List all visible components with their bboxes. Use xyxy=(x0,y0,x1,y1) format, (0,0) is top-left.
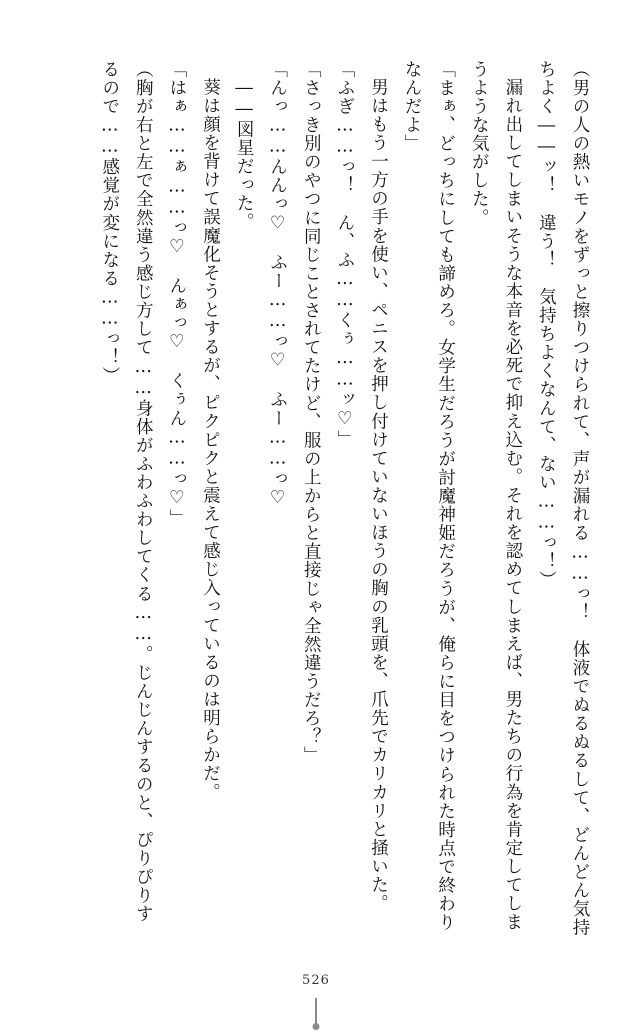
paragraph: 葵は顔を背けて誤魔化そうとするが、ピクピクと震えて感じ入っているのは明らかだ。 xyxy=(200,77,221,801)
novel-body-text xyxy=(36,60,596,940)
paragraph: 「さっき別のやつに同じことされてたけど、服の上からと直接じゃ全然違うだろ？」 xyxy=(301,60,322,765)
paragraph: 「まぁ、どっちにしても諦めろ。女学生だろうが討魔神姫だろうが、俺らに目をつけられた時点で終わりなんだよ」 xyxy=(402,60,456,932)
paragraph: 男はもう一方の手を使い、ペニスを押し付けていないほうの胸の乳頭を、爪先でカリカリと掻いた。 xyxy=(368,77,389,913)
paragraph: ――図星だった。 xyxy=(234,77,255,231)
paragraph: 「んっ……んんっ♡ ふー……っ♡ ふー……っ♡ xyxy=(267,60,288,510)
paragraph: （男の人の熱いモノをずっと擦りつけられて、声が漏れる……っ！ 体液でぬるぬるして、どんどん気持ちよく――ッ！ 違う！ 気持ちよくなんて、ない……っ！） xyxy=(536,60,590,937)
paragraph: 漏れ出してしまいそうな本音を必死で抑え込む。それを認めてしまえば、男たちの行為を肯定してしまうような気がした。 xyxy=(469,60,523,931)
page-number: 526 xyxy=(302,973,330,988)
footer-dot-icon xyxy=(313,1023,320,1030)
footer-rule-icon xyxy=(315,998,317,1024)
paragraph: 「はぁ……ぁ……っ♡ んぁっ♡ くぅん……っ♡」 xyxy=(166,60,187,528)
paragraph: （胸が右と左で全然違う感じ方して……身体がふわふわしてくる……。じんじんするのと、ぴりぴりするので……感覚が変になる……っ！） xyxy=(99,60,154,924)
paragraph: 「ふぎ……っ！ ん、ふ……くぅ……ッ♡」 xyxy=(334,60,355,449)
